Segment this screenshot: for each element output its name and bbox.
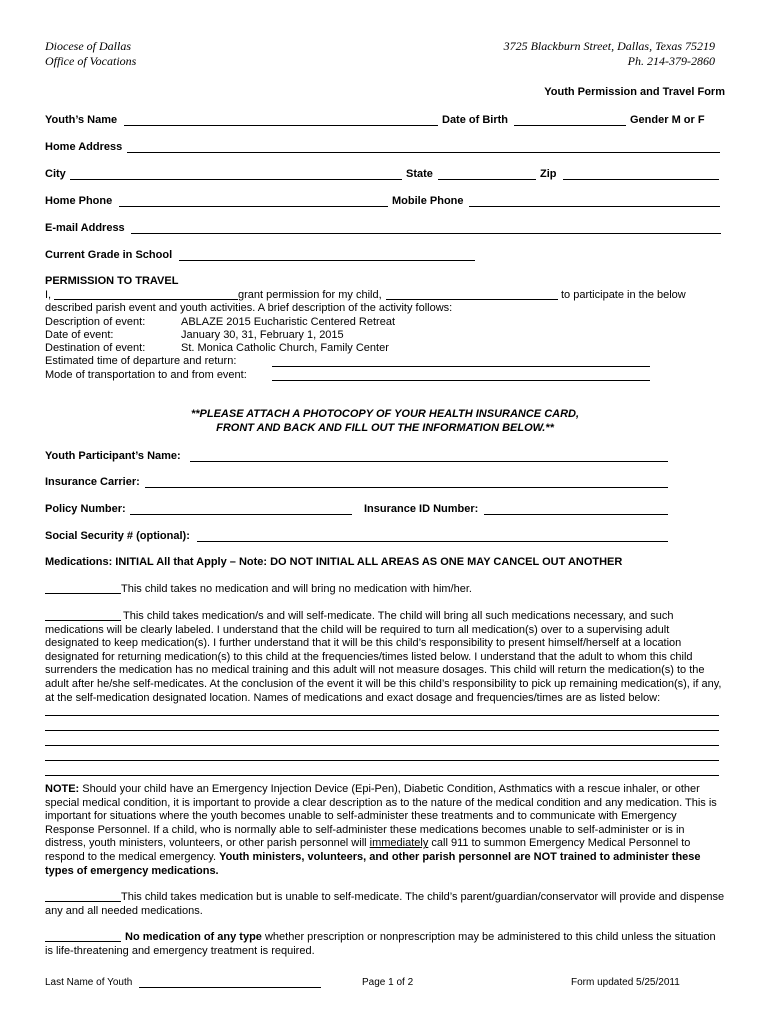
opt-no-medication-text: This child takes no medication and will bring no medication with him/her. xyxy=(121,583,472,595)
org-phone: Ph. 214-379-2860 xyxy=(627,54,715,68)
desc-value: ABLAZE 2015 Eucharistic Centered Retreat xyxy=(181,316,396,328)
gender-label: Gender M or F xyxy=(630,114,705,126)
participate-text: to participate in the below xyxy=(561,289,686,301)
home-address-field[interactable] xyxy=(127,152,720,153)
state-label: State xyxy=(406,168,433,180)
dest-label: Destination of event: xyxy=(45,342,146,354)
medication-line-4[interactable] xyxy=(45,760,719,761)
medication-line-1[interactable] xyxy=(45,715,719,716)
dob-label: Date of Birth xyxy=(442,114,508,126)
opt-self-medicate-text: This child takes medication/s and will self-medicate. The child will bring all such medications necessary, and such medications will be clearly labeled. I understand that the child will be required to turn all medication(s) over to a supervising adult designated to keep medication(s). I further understand that it will be this child’s responsibility to present himself/herself at a location designated for returning medication(s) to this child at the frequencies/times listed below. I understand that the adult to whom this child surrenders the medication has no medical training and this adult will not measure dosages. This child will return the medication(s) to the adult after he/she self-medicates. At the conclusion of the event it will be this child’s responsibility to pick up remaining medication(s), if any, at the self-medication designated location. Names of medications and exact dosage and frequencies/times are as listed below: xyxy=(45,610,722,704)
medication-line-5[interactable] xyxy=(45,775,719,776)
initial-no-medication-field[interactable] xyxy=(45,593,121,594)
last-name-field[interactable] xyxy=(139,987,321,988)
grade-label: Current Grade in School xyxy=(45,249,173,261)
email-field[interactable] xyxy=(131,233,721,234)
medication-line-2[interactable] xyxy=(45,730,719,731)
participant-name-label: Youth Participant’s Name: xyxy=(45,450,181,462)
parent-name-field[interactable] xyxy=(54,299,238,300)
date-value: January 30, 31, February 1, 2015 xyxy=(181,329,344,341)
org-address: 3725 Blackburn Street, Dallas, Texas 75219 xyxy=(503,39,715,53)
child-name-field[interactable] xyxy=(386,299,558,300)
note-paragraph xyxy=(45,783,725,878)
city-label: City xyxy=(45,168,66,180)
mobile-phone-field[interactable] xyxy=(469,206,720,207)
dest-value: St. Monica Catholic Church, Family Center xyxy=(181,342,389,354)
insurance-notice-1: **PLEASE ATTACH A PHOTOCOPY OF YOUR HEALTH INSURANCE CARD, xyxy=(190,408,580,420)
zip-label: Zip xyxy=(540,168,557,180)
form-updated: Form updated 5/25/2011 xyxy=(571,977,680,988)
departure-field[interactable] xyxy=(272,366,650,367)
opt-parent-dispense-text: This child takes medication but is unable to self-medicate. The child’s parent/guardian/conservator will provide and dispense any and all needed medications. xyxy=(45,891,725,917)
policy-field[interactable] xyxy=(130,514,352,515)
note-text-1: Should your child have an Emergency Injection Device (Epi-Pen), Diabetic Condition, Asthmatics with a rescue inhaler, or other special medical condition, it is important to provide a clear description as to the nature of the medical condition and any medication. This is important for situations where the youth becomes unable to self-administer these treatments and to communicate with Emergency Response Personnel. If a child, who is normally able to self-administer these medications becomes unable to self-administer or is in distress, youth ministers, volunteers, or other parish personnel will xyxy=(45,783,717,850)
email-label: E-mail Address xyxy=(45,222,125,234)
insurance-notice-2: FRONT AND BACK AND FILL OUT THE INFORMATION BELOW.** xyxy=(216,422,554,434)
form-title: Youth Permission and Travel Form xyxy=(544,86,725,98)
note-text-2: call 911 to summon Emergency Medical Personnel to respond to the medical emergency. xyxy=(45,837,691,863)
medication-line-3[interactable] xyxy=(45,745,719,746)
zip-field[interactable] xyxy=(563,179,719,180)
ssn-label: Social Security # (optional): xyxy=(45,530,190,542)
opt4-text: whether prescription or nonprescription may be administered to this child unless the situation is life-threatening and emergency treatment is required. xyxy=(45,931,716,957)
grant-text: grant permission for my child, xyxy=(238,289,382,301)
transport-field[interactable] xyxy=(272,380,650,381)
note-label: NOTE: xyxy=(45,783,80,795)
org-name: Diocese of Dallas xyxy=(45,39,131,53)
carrier-label: Insurance Carrier: xyxy=(45,476,140,488)
participant-name-field[interactable] xyxy=(190,461,668,462)
insurance-id-field[interactable] xyxy=(484,514,668,515)
note-immediately: immediately xyxy=(369,837,429,850)
permission-heading: PERMISSION TO TRAVEL xyxy=(45,275,179,287)
note-bold-warning: Youth ministers, volunteers, and other parish personnel are NOT trained to administer these types of emergency medications. xyxy=(45,850,701,877)
home-phone-field[interactable] xyxy=(119,206,388,207)
dob-field[interactable] xyxy=(514,125,626,126)
desc-label: Description of event: xyxy=(45,316,146,328)
date-label: Date of event: xyxy=(45,329,114,341)
last-name-label: Last Name of Youth xyxy=(45,977,133,988)
state-field[interactable] xyxy=(438,179,536,180)
org-office: Office of Vocations xyxy=(45,54,137,68)
home-address-label: Home Address xyxy=(45,141,123,153)
departure-label: Estimated time of departure and return: xyxy=(45,355,237,367)
policy-label: Policy Number: xyxy=(45,503,126,515)
opt-no-medication-any xyxy=(45,931,725,958)
city-field[interactable] xyxy=(70,179,402,180)
opt4-bold: No medication of any type xyxy=(125,931,262,943)
youth-name-field[interactable] xyxy=(124,125,438,126)
transport-label: Mode of transportation to and from event: xyxy=(45,369,247,381)
grade-field[interactable] xyxy=(179,260,475,261)
mobile-phone-label: Mobile Phone xyxy=(392,195,464,207)
ssn-field[interactable] xyxy=(197,541,668,542)
described-text: described parish event and youth activities. A brief description of the activity follows: xyxy=(45,302,453,314)
page-number: Page 1 of 2 xyxy=(362,977,414,988)
permission-i-label: I, xyxy=(45,289,52,301)
home-phone-label: Home Phone xyxy=(45,195,113,207)
insurance-id-label: Insurance ID Number: xyxy=(364,503,479,515)
carrier-field[interactable] xyxy=(145,487,668,488)
medications-heading: Medications: INITIAL All that Apply – Note: DO NOT INITIAL ALL AREAS AS ONE MAY CANCEL OUT ANOTHER xyxy=(45,556,623,568)
youth-name-label: Youth’s Name xyxy=(45,114,118,126)
